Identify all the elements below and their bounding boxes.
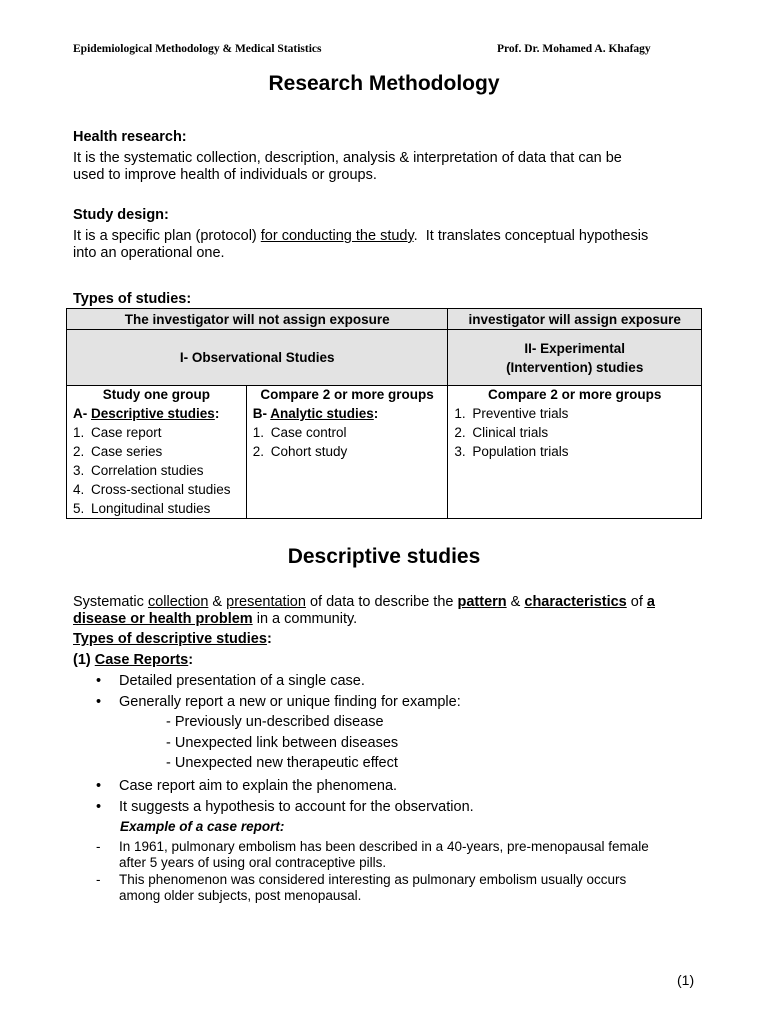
header-left: Epidemiological Methodology & Medical Statistics: [73, 43, 322, 55]
types-of-studies-heading: Types of studies:: [73, 291, 192, 307]
sub-item: - Previously un-described disease: [166, 714, 384, 730]
example-heading: Example of a case report:: [120, 819, 285, 834]
list-item: 1. Case control: [252, 425, 347, 440]
dash-icon: -: [96, 872, 101, 887]
case-report-bullets-2: [96, 776, 474, 817]
list-item: • Detailed presentation of a single case.: [96, 671, 461, 692]
list-item: 4. Cross-sectional studies: [73, 482, 231, 497]
descriptive-definition-line1: Systematic collection & presentation of data to describe the pattern & characteristics of a: [73, 594, 655, 610]
types-descriptive-heading: Types of descriptive studies:: [73, 631, 272, 647]
health-research-line1: It is the systematic collection, description, analysis & interpretation of data that can be: [73, 150, 622, 166]
descriptive-cell: [67, 403, 247, 519]
col3-head: Compare 2 or more groups: [448, 386, 702, 404]
experimental-line2: (Intervention) studies: [506, 359, 644, 375]
list-item: 2. Clinical trials: [454, 425, 549, 440]
analytic-title: B- Analytic studies:: [252, 406, 379, 421]
bullet-icon: •: [96, 693, 102, 710]
bullet-icon: •: [96, 778, 102, 794]
header-right: Prof. Dr. Mohamed A. Khafagy: [497, 43, 651, 55]
bullet-icon: •: [96, 798, 102, 815]
list-item: 2. Case series: [73, 444, 163, 459]
study-design-line1: It is a specific plan (protocol) for conducting the study. It translates conceptual hypothesis: [73, 228, 649, 244]
example-item: This phenomenon was considered interesting as pulmonary embolism usually occurs among older subjects, post menopausal.: [119, 872, 627, 903]
experimental-line1: II- Experimental: [524, 340, 625, 356]
header-no-exposure: The investigator will not assign exposure: [67, 309, 448, 330]
experimental-studies: [448, 330, 702, 386]
observational-studies: I- Observational Studies: [67, 330, 448, 386]
study-design-line2: into an operational one.: [73, 245, 225, 261]
health-research-line2: used to improve health of individuals or groups.: [73, 167, 377, 183]
list-item: • Case report aim to explain the phenomena.: [96, 776, 474, 797]
descriptive-studies-title: Descriptive studies: [287, 545, 481, 568]
health-research-heading: Health research:: [73, 129, 187, 145]
case-report-bullets: [96, 671, 461, 712]
example-item: In 1961, pulmonary embolism has been described in a 40-years, pre-menopausal female after 5 years of using oral contraceptive pills.: [119, 839, 649, 870]
sub-item: - Unexpected new therapeutic effect: [166, 755, 398, 771]
list-item: • It suggests a hypothesis to account for the observation.: [96, 797, 474, 818]
experimental-cell: [448, 403, 702, 519]
list-item: 3. Population trials: [454, 444, 569, 459]
col2-head: Compare 2 or more groups: [246, 386, 448, 404]
list-item: 1. Preventive trials: [454, 406, 569, 421]
bullet-icon: •: [96, 673, 102, 689]
descriptive-title: A- Descriptive studies:: [73, 406, 220, 421]
list-item: 1. Case report: [73, 425, 162, 440]
list-item: • Generally report a new or unique finding for example:: [96, 692, 461, 713]
analytic-cell: [246, 403, 448, 519]
sub-item: - Unexpected link between diseases: [166, 735, 399, 751]
col1-head: Study one group: [67, 386, 247, 404]
types-of-studies-table: [66, 308, 702, 519]
list-item: 2. Cohort study: [252, 444, 348, 459]
list-item: 5. Longitudinal studies: [73, 501, 211, 516]
page-number: (1): [677, 972, 695, 988]
case-reports-heading: (1) Case Reports:: [73, 652, 194, 668]
dash-icon: -: [96, 839, 101, 854]
study-design-heading: Study design:: [73, 207, 169, 223]
list-item: 3. Correlation studies: [73, 463, 204, 478]
header-assign-exposure: investigator will assign exposure: [448, 309, 702, 330]
descriptive-definition-line2: disease or health problem in a community.: [73, 611, 358, 627]
page-title: Research Methodology: [268, 72, 500, 95]
